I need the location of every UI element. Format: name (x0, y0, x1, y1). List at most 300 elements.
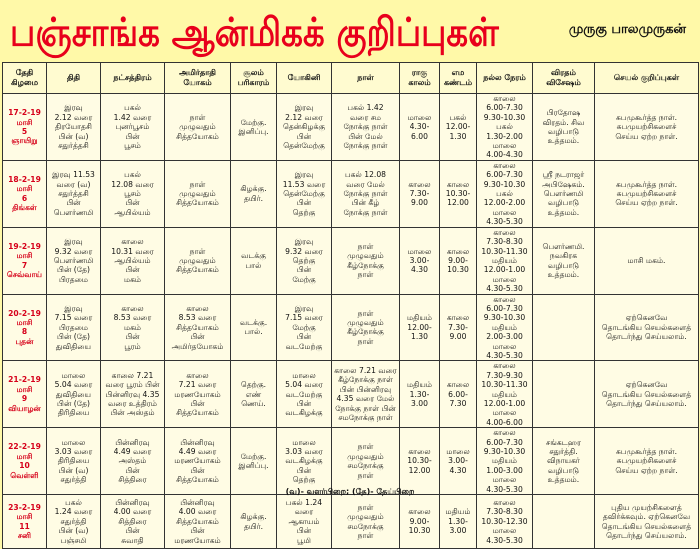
yogam-cell (165, 361, 231, 428)
cell-line: நாள் (357, 336, 374, 346)
cell-line: 10.30- (445, 189, 471, 199)
cell-line: வியாழன் (8, 403, 41, 413)
thithi-cell (47, 227, 101, 294)
cell-line: மதியம் (492, 255, 517, 265)
soolam-cell (231, 227, 277, 294)
cell-line: சமநோக்கு நாள் (338, 413, 393, 423)
cell-line: காலை (121, 237, 144, 247)
star-cell (101, 227, 165, 294)
cell-line: வரை பூரம் பின் (105, 380, 160, 390)
cell-line: ஸ்ரீ நடராஜர் (542, 170, 585, 180)
cell-line: காலை (408, 447, 431, 457)
cell-line: சங்கடஹர (546, 437, 581, 447)
cell-line: பிரதோஷ (546, 108, 581, 118)
cell-line: காலை (493, 294, 516, 304)
cell-line: 20-2-19 (8, 308, 41, 318)
viratham-cell (533, 94, 595, 161)
column-header: நல்ல நேரம் (477, 63, 533, 94)
cell-line: மதியம் (407, 380, 432, 390)
rahu-cell (400, 160, 440, 227)
cell-line: வரை (வ) (56, 179, 91, 189)
cell-line: 4.00-4.30 (486, 150, 523, 160)
cell-line: 7.30-9.30 (486, 370, 523, 380)
cell-line: பின் (190, 526, 205, 536)
cell-line: இரவு 11.53 (52, 170, 95, 180)
naal-cell (332, 160, 400, 227)
cell-line: வரை மேல் (346, 179, 385, 189)
cell-line: முழுவதும் (179, 122, 216, 132)
cell-line: பகல் (124, 170, 141, 180)
cell-line: 1.30 (411, 332, 428, 342)
cell-line: கீழ்நோக்கு (347, 327, 384, 337)
cell-line: 12.00 (447, 198, 469, 208)
cell-line: இரவு (294, 303, 314, 313)
soolam-cell (231, 294, 277, 361)
column-header: சூலம் பரிகாரம் (231, 63, 277, 94)
cell-line: மாசி (16, 117, 33, 127)
cell-line: சித்தயோகம் (176, 516, 219, 526)
cell-line: 10.30-11.30 (481, 380, 528, 390)
cell-line: சுபமுயற்சிகளைச் (616, 122, 677, 132)
cell-line: பகல் 1.24 (285, 498, 323, 508)
cell-line: புதிய முயற்சிகளைத் (611, 502, 682, 512)
cell-line: 4.30-5.30 (486, 217, 523, 227)
cell-line: நாள் (189, 112, 206, 122)
star-cell (101, 160, 165, 227)
cell-line: காலை (446, 179, 470, 189)
cell-line: 6.00 (411, 131, 428, 141)
cell-line: காலை (121, 303, 144, 313)
column-header: ராகு காலம் (400, 63, 440, 94)
cell-line: புதன் (15, 336, 34, 346)
cell-line: காலை (493, 498, 516, 508)
cell-line: காலை 7.21 வரை (334, 366, 397, 376)
cell-line: தவிர்க்கவும். ஏற்கெனவே (602, 512, 691, 522)
cell-line: 9.30-10.30 (483, 179, 526, 189)
cell-line: நாள் (357, 308, 374, 318)
cell-line: பிரதமை (58, 274, 89, 284)
soolam-cell (231, 428, 277, 495)
date-cell (3, 428, 47, 495)
good-time-cell (477, 160, 533, 227)
good-time-cell (477, 227, 533, 294)
cell-line: 7.30- (409, 189, 430, 199)
cell-line: சுபமுயற்சிகளைச் (616, 456, 677, 466)
cell-line: மாசி (16, 384, 33, 394)
cell-line: கிழக்கு. (240, 184, 267, 194)
cell-line: 5 (21, 126, 28, 136)
good-time-cell (477, 428, 533, 495)
cell-line: பின் (190, 399, 205, 408)
cell-line: 1.24 வரை (54, 507, 93, 517)
cell-line: நோக்கு நாள் (343, 189, 388, 199)
cell-line: பின் (வ) (58, 526, 89, 536)
cell-line: பின் (296, 399, 312, 408)
cell-line: பின்னிரவு (180, 437, 215, 447)
cell-line: நாள் (357, 502, 374, 512)
cell-line: 1.30-2.00 (486, 131, 523, 141)
viratham-cell (533, 361, 595, 428)
cell-line: 2.12 வரை (285, 112, 323, 122)
cell-line: தொடங்கிய செயல்களைத் (601, 389, 692, 399)
ema-cell (440, 428, 477, 495)
cell-line: 7.21 வரை (178, 380, 217, 390)
date-cell (3, 94, 47, 161)
column-header: எம கண்டம் (440, 63, 477, 94)
cell-line: மாலை (492, 408, 517, 418)
cell-line: இரவு (294, 103, 314, 113)
cell-line: நாள் (357, 470, 374, 480)
cell-line: காலை 7.21 (111, 370, 154, 380)
cell-line: வரை உத்திரம் (108, 399, 157, 408)
cell-line: 2.12 வரை (54, 112, 93, 122)
yogam-cell (165, 294, 231, 361)
cell-line: தென்மேற்கு (283, 141, 325, 151)
cell-line: நாள் (189, 179, 206, 189)
cell-line: 9.30-10.30 (483, 112, 526, 122)
cell-line: 6.00- (448, 389, 468, 399)
cell-line: சுவாதி (121, 535, 144, 545)
cell-line: நாள் (357, 241, 374, 251)
cell-line: ஞாயிறு (11, 136, 38, 146)
cell-line: பின் (296, 465, 312, 475)
cell-line: செய்ய ஏற்ற நாள். (615, 131, 678, 141)
cell-line: வடக்கு. (239, 318, 268, 328)
thithi-cell (47, 294, 101, 361)
cell-line: இரவு (64, 303, 83, 313)
yogini-cell (277, 227, 332, 294)
rahu-cell (400, 227, 440, 294)
cell-line: தயிர். (243, 521, 264, 531)
date-cell (3, 160, 47, 227)
cell-line: 3.00 (449, 526, 467, 536)
rahu-cell (400, 94, 440, 161)
cell-line: பௌர்ணமி. (542, 241, 585, 251)
cell-line: 11 (19, 521, 30, 531)
cell-line: 4.00-6.00 (486, 417, 523, 427)
cell-line: 4.49 வரை (178, 447, 217, 457)
cell-line: ஆயில்யம் (114, 207, 151, 217)
cell-line: மேற்கு (292, 322, 316, 332)
cell-line: திரயோதசி (55, 122, 92, 132)
cell-line: நோக்கு நாள் (343, 141, 388, 151)
cell-line: பின் (190, 332, 205, 342)
ema-cell (440, 94, 477, 161)
cell-line: 2.00-3.00 (486, 332, 523, 342)
table-row (3, 428, 699, 495)
cell-line: 10.30 (447, 265, 469, 275)
cell-line: பௌர்ணமி (53, 207, 94, 217)
thithi-cell (47, 428, 101, 495)
cell-line: 19-2-19 (8, 241, 41, 251)
cell-line: துவிதியை (55, 389, 92, 399)
cell-line: சித்தயோகம் (176, 408, 219, 418)
cell-line: காலை (186, 370, 209, 380)
rahu-cell (400, 361, 440, 428)
cell-line: 4.30-5.30 (486, 350, 523, 360)
cell-line: பௌர்ணமி (543, 189, 584, 199)
cell-line: மாசி (16, 184, 33, 194)
cell-line: 6.00-7.30 (486, 437, 523, 447)
table-row (3, 294, 699, 361)
cell-line: நாள் (357, 530, 374, 540)
cell-line: திரிதியை (57, 456, 90, 466)
cell-line: மரணயோகம் (174, 456, 221, 466)
cell-line: தெற்கு (292, 255, 316, 265)
cell-line: 12.00-2.00 (483, 198, 526, 208)
cell-line: முழுவதும் (347, 451, 384, 461)
date-cell (3, 294, 47, 361)
cell-line: பின் (296, 332, 312, 342)
naal-cell (332, 294, 400, 361)
cell-line: பின் (125, 465, 140, 475)
cell-line: பிரதமை (58, 322, 89, 332)
cell-line: காலை (186, 303, 209, 313)
cell-line: பின் (125, 332, 140, 342)
cell-line: தொடங்கிய செயல்களைத் (601, 521, 692, 531)
cell-line: முழுவதும் (347, 318, 384, 328)
cell-line: 8.53 வரை (113, 313, 152, 323)
cell-line: நோக்கு நாள் பின் (335, 403, 396, 413)
ema-cell (440, 160, 477, 227)
cell-line: பின் (125, 526, 140, 536)
good-time-cell (477, 294, 533, 361)
cell-line: சதுர்த்தி. (549, 447, 578, 457)
cell-line: காலை (446, 313, 470, 323)
yogini-cell (277, 294, 332, 361)
cell-line: பின் பின்னிரவு (339, 384, 392, 394)
date-cell (3, 227, 47, 294)
column-header: தேதி கிழமை (3, 63, 47, 94)
cell-line: மதியம் (492, 389, 517, 399)
cell-line: புனர்பூசம் (115, 122, 150, 132)
cell-line: 3.03 வரை (285, 447, 323, 457)
cell-line: தொடர்ந்து செய்யலாம். (606, 530, 687, 540)
cell-line: வடகிழக்கு (285, 456, 323, 466)
cell-line: 1.00-3.00 (486, 465, 523, 475)
cell-line: தென்கிழக்கு (282, 122, 326, 132)
cell-line: பின் (296, 198, 312, 208)
footnote: (வ)- வளர்பிறை; (தே)- தேய்பிறை (285, 487, 415, 496)
cell-line: பின் (296, 131, 312, 141)
cell-line: 12.08 வரை (111, 179, 154, 189)
cell-line: சித்தயோகம் (176, 475, 219, 485)
cell-line: பௌர்ணமி (53, 255, 94, 265)
cell-line: 12.00-1.00 (483, 399, 526, 408)
column-header: யோகினி (277, 63, 332, 94)
cell-line: வரை சம (349, 112, 382, 122)
cell-line: இரவு (294, 237, 314, 247)
cell-line: வழிபாடு (547, 465, 580, 475)
cell-line: 10 (19, 461, 30, 471)
cell-line: மாலை (292, 437, 316, 447)
cell-line: 5.04 வரை (285, 380, 323, 390)
cell-line: 3.00- (409, 255, 430, 265)
cell-line: பின் (தே) (57, 399, 90, 408)
cell-line: பகல் (449, 112, 467, 122)
cell-line: அமிர்தயோகம் (171, 341, 224, 351)
cell-line: மாலை (492, 141, 517, 151)
cell-line: முழுவதும் (347, 512, 384, 522)
cell-line: சனி (17, 530, 32, 540)
cell-line: பகல் 12.08 (345, 170, 386, 180)
cell-line: மாலை (492, 341, 517, 351)
cell-line: விநாயகர் (547, 456, 580, 466)
cell-line: 9.32 வரை (285, 246, 323, 256)
cell-line: 9.30-10.30 (483, 447, 526, 457)
cell-line: 10.30-12.30 (481, 516, 528, 526)
cell-line: நோக்கு நாள் (343, 207, 388, 217)
cell-line: இரவு (64, 237, 83, 247)
notes-cell (595, 361, 699, 428)
column-header: விரதம் விசேஷம் (533, 63, 595, 94)
notes-cell (595, 94, 699, 161)
cell-line: பின் அஸ்தம் (110, 408, 155, 418)
cell-line: 4.30- (409, 122, 430, 132)
cell-line: ணெய். (241, 399, 266, 408)
naal-cell (332, 361, 400, 428)
yogini-cell (277, 428, 332, 495)
cell-line: வடகிழக்கு (285, 408, 323, 418)
cell-line: 18-2-19 (8, 174, 41, 184)
cell-line: சமநோக்கு (347, 461, 384, 471)
naal-cell (332, 428, 400, 495)
column-header: நட்சத்திரம் (101, 63, 165, 94)
cell-line: செய்ய ஏற்ற நாள். (615, 198, 678, 208)
cell-line: சதுர்த்தி (60, 475, 87, 485)
cell-line: பூசம் (124, 141, 141, 151)
cell-line: ஆகாயம் (288, 516, 320, 526)
cell-line: அபிஷேகம். (542, 179, 585, 189)
cell-line: 6.00-7.30 (486, 303, 523, 313)
cell-line: பூமி (297, 535, 311, 545)
cell-line: 4.00 வரை (113, 507, 152, 517)
notes-cell (595, 227, 699, 294)
cell-line: 12.00 (408, 465, 431, 475)
cell-line: மதியம் (445, 507, 471, 517)
cell-line: சமநோக்கு (347, 521, 384, 531)
soolam-cell (231, 160, 277, 227)
viratham-cell (533, 428, 595, 495)
cell-line: மரணயோகம் (174, 535, 221, 545)
yogam-cell (165, 94, 231, 161)
cell-line: மாசி (16, 251, 33, 261)
cell-line: 4.30-5.30 (486, 535, 523, 545)
cell-line: இனிப்பு. (238, 461, 269, 471)
table-row (3, 94, 699, 161)
good-time-cell (477, 94, 533, 161)
cell-line: திங்கள் (12, 203, 37, 213)
cell-line: பின்னிரவு (115, 437, 150, 447)
cell-line: மாலை (407, 112, 432, 122)
cell-line: 6.00-7.30 (486, 170, 523, 180)
yogini-cell (277, 361, 332, 428)
cell-line: காலை (493, 428, 516, 438)
cell-line: 10.30-11.30 (481, 246, 528, 256)
cell-line: வடமேற்கு (285, 389, 323, 399)
cell-line: 3.00- (448, 456, 468, 466)
column-header: செயல் குறிப்புகள் (595, 63, 699, 94)
cell-line: 10.30- (407, 456, 432, 466)
cell-line: 4.30 (411, 265, 428, 275)
cell-line: மாசி (16, 451, 33, 461)
cell-line: 8 (21, 327, 28, 337)
table-body (3, 94, 699, 549)
cell-line: கிழக்கு. (240, 512, 267, 522)
cell-line: பின் (296, 526, 312, 536)
cell-line: உத்தமம். (547, 207, 580, 217)
viratham-cell (533, 227, 595, 294)
cell-line: தொடர்ந்து செய்யலாம். (606, 399, 687, 408)
cell-line: 1.30 (449, 131, 467, 141)
cell-line: பஞ்சமி (60, 535, 87, 545)
cell-line: மாலை (492, 526, 517, 536)
cell-line: தொடர்ந்து செய்யலாம். (606, 332, 687, 342)
cell-line: பகல் (124, 103, 141, 113)
notes-cell (595, 428, 699, 495)
cell-line: பின்னிரவு (180, 498, 215, 508)
cell-line: மாலை (492, 274, 517, 284)
star-cell (101, 294, 165, 361)
cell-line: தயிர். (243, 193, 264, 203)
cell-line: நாள் (189, 246, 206, 256)
notes-cell (595, 294, 699, 361)
cell-line: 4.00 வரை (178, 507, 217, 517)
cell-line: சித்திரை (118, 516, 147, 526)
table-row (3, 160, 699, 227)
cell-line: 7.30-8.30 (486, 507, 523, 517)
cell-line: பால். (244, 327, 263, 337)
cell-line: பின் (190, 465, 205, 475)
cell-line: 7.30-8.30 (486, 237, 523, 247)
thithi-cell (47, 94, 101, 161)
cell-line: 4.30-5.30 (486, 484, 523, 494)
cell-line: பின் மேல் (348, 131, 383, 141)
table-row (3, 227, 699, 294)
soolam-cell (231, 94, 277, 161)
cell-line: சித்தயோகம் (176, 322, 219, 332)
cell-line: முழுவதும் (347, 251, 384, 261)
cell-line: 11.53 வரை (282, 179, 326, 189)
cell-line: பின்னிரவு (115, 498, 150, 508)
cell-line: தெற்கு (292, 207, 316, 217)
cell-line: பூசம் (124, 189, 141, 199)
cell-line: காலை (493, 227, 516, 237)
cell-line: 8.53 வரை (178, 313, 217, 323)
cell-line: தெற்கு (292, 475, 316, 485)
cell-line: மகம் (123, 274, 142, 284)
cell-line: பகல் (496, 122, 513, 132)
cell-line: மாலை (61, 370, 86, 380)
column-header: நாள் (332, 63, 400, 94)
cell-line: நோக்கு நாள் (343, 122, 388, 132)
cell-line: 17-2-19 (8, 108, 41, 118)
cell-line: ஏற்கெனவே (625, 380, 668, 390)
cell-line: கீழ்நோக்கு நாள் (338, 375, 393, 385)
cell-line: 7.30- (448, 322, 468, 332)
cell-line: 4.35 வரை மேல் (336, 394, 395, 404)
cell-line: பின் (296, 265, 312, 275)
cell-line: வெள்ளி (10, 470, 39, 480)
cell-line: சதுர்த்தசி (58, 141, 89, 151)
cell-line: வடமேற்கு (285, 341, 323, 351)
naal-cell (332, 94, 400, 161)
cell-line: பின் கீழ் (351, 198, 380, 208)
yogam-cell (165, 160, 231, 227)
cell-line: காலை (493, 361, 516, 371)
cell-line: துவிதியை (55, 341, 92, 351)
cell-line: மகம் (123, 322, 142, 332)
